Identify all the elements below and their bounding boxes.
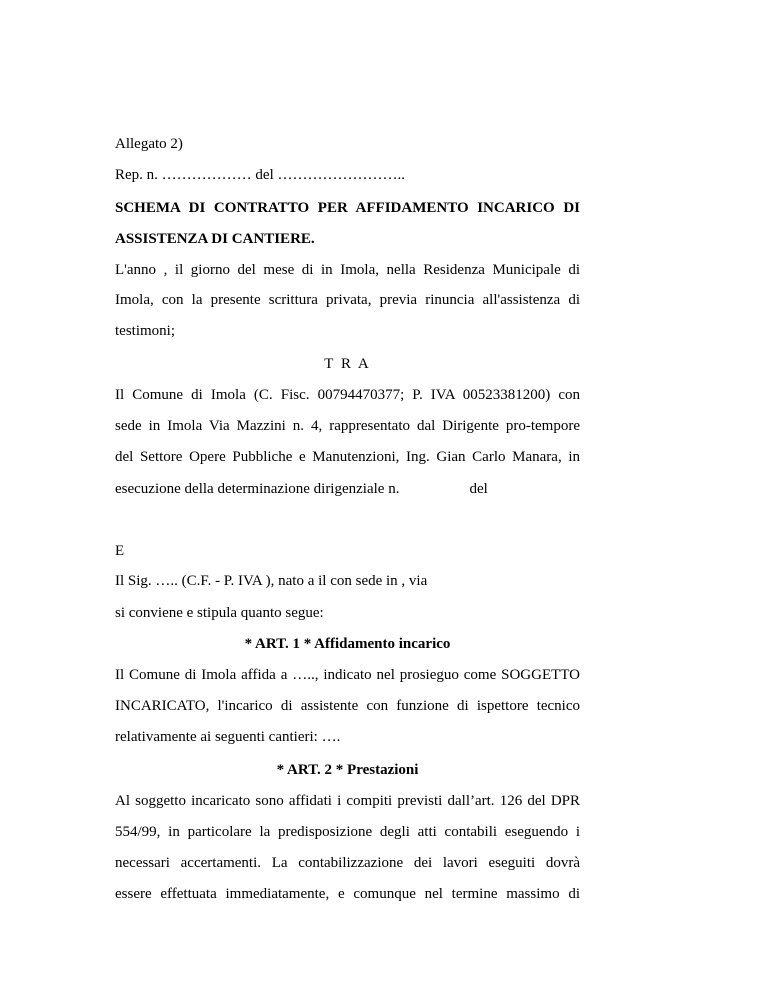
art1-line-2: INCARICATO, l'incarico di assistente con funzione di ispettore tecnico: [115, 698, 580, 714]
comune-line-3: del Settore Opere Pubbliche e Manutenzioni, Ing. Gian Carlo Manara, in: [115, 449, 580, 465]
comune-line-1: Il Comune di Imola (C. Fisc. 00794470377; P. IVA 00523381200) con: [115, 387, 580, 403]
comune-line-2: sede in Imola Via Mazzini n. 4, rappresentato dal Dirigente pro-tempore: [115, 418, 580, 434]
intro-line-1: L'anno , il giorno del mese di in Imola, nella Residenza Municipale di: [115, 262, 580, 278]
art1-line-1: Il Comune di Imola affida a ….., indicato nel prosieguo come SOGGETTO: [115, 667, 580, 683]
esecuzione-del: del: [469, 481, 488, 497]
title-line-1: SCHEMA DI CONTRATTO PER AFFIDAMENTO INCARICO DI: [115, 200, 580, 216]
art2-line-1: Al soggetto incaricato sono affidati i compiti previsti dall’art. 126 del DPR: [115, 793, 580, 809]
tra-heading: T R A: [324, 356, 371, 372]
title-line-2: ASSISTENZA DI CANTIERE.: [115, 231, 315, 247]
art2-heading: * ART. 2 * Prestazioni: [276, 762, 419, 778]
art2-line-4: essere effettuata immediatamente, e comunque nel termine massimo di: [115, 886, 580, 902]
esecuzione-text: esecuzione della determinazione dirigenziale n.: [115, 481, 400, 497]
intro-line-3: testimoni;: [115, 323, 175, 339]
art2-line-3: necessari accertamenti. La contabilizzazione dei lavori eseguiti dovrà: [115, 855, 580, 871]
convene-line: si conviene e stipula quanto segue:: [115, 605, 324, 621]
art1-heading: * ART. 1 * Affidamento incarico: [244, 636, 451, 652]
rep-line: Rep. n. ……………… del ……………………..: [115, 167, 405, 183]
intro-line-2: Imola, con la presente scrittura privata, previa rinuncia all'assistenza di: [115, 292, 580, 308]
art1-line-3: relativamente ai seguenti cantieri: ….: [115, 729, 341, 745]
art2-line-2: 554/99, in particolare la predisposizione degli atti contabili eseguendo i: [115, 824, 580, 840]
esecuzione-line: [115, 479, 580, 499]
allegato-label: Allegato 2): [115, 136, 183, 152]
sig-line: Il Sig. ….. (C.F. - P. IVA ), nato a il con sede in , via: [115, 573, 428, 589]
e-label: E: [115, 543, 125, 559]
